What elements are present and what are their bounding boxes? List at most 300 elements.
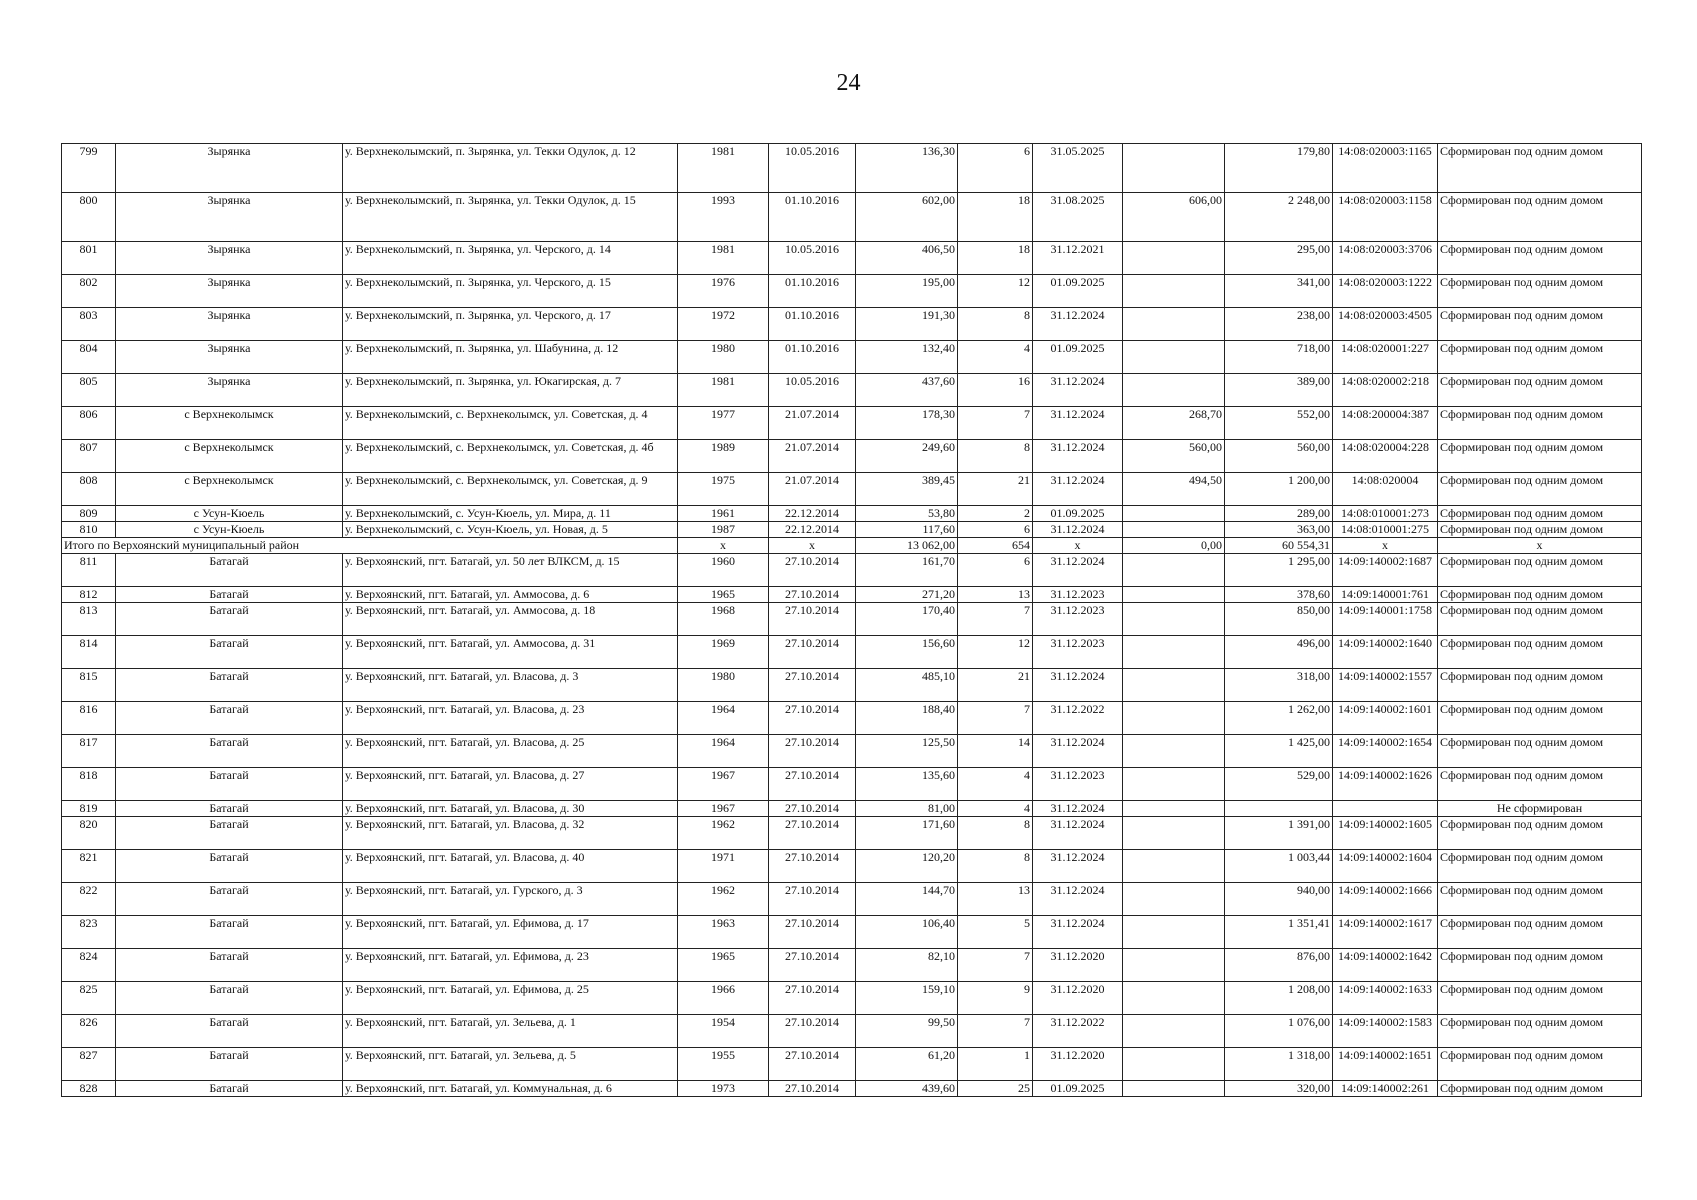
- year-built-cell: 1964: [678, 702, 769, 735]
- value-1-cell: 494,50: [1123, 473, 1225, 506]
- address-cell: у. Верхнеколымский, п. Зырянка, ул. Черского, д. 14: [343, 242, 678, 275]
- land-area-cell: 560,00: [1225, 440, 1333, 473]
- cadastral-number-cell: 14:09:140002:1617: [1333, 916, 1438, 949]
- residents-cell: 8: [958, 850, 1033, 883]
- year-built-cell: 1980: [678, 669, 769, 702]
- address-cell: у. Верхоянский, пгт. Батагай, ул. Аммосова, д. 6: [343, 587, 678, 603]
- residents-cell: 21: [958, 669, 1033, 702]
- settlement-cell: Батагай: [116, 817, 343, 850]
- address-cell: у. Верхнеколымский, п. Зырянка, ул. Черского, д. 15: [343, 275, 678, 308]
- cadastral-number-cell: 14:09:140002:1601: [1333, 702, 1438, 735]
- residents-cell: 16: [958, 374, 1033, 407]
- resettlement-date-cell: 31.12.2024: [1033, 883, 1123, 916]
- settlement-cell: Зырянка: [116, 193, 343, 242]
- value-1-cell: [1123, 554, 1225, 587]
- table-row: [62, 669, 1642, 702]
- resettlement-date-cell: 31.12.2024: [1033, 817, 1123, 850]
- table-row: [62, 242, 1642, 275]
- recognition-date-cell: 27.10.2014: [769, 768, 856, 801]
- year-built-cell: 1971: [678, 850, 769, 883]
- status-cell: Сформирован под одним домом: [1438, 506, 1642, 522]
- year-built-cell: 1976: [678, 275, 769, 308]
- row-number-cell: 800: [62, 193, 116, 242]
- value-1-cell: [1123, 982, 1225, 1015]
- table-row: [62, 883, 1642, 916]
- value-1-cell: [1123, 506, 1225, 522]
- land-area-cell: 378,60: [1225, 587, 1333, 603]
- settlement-cell: Батагай: [116, 949, 343, 982]
- recognition-date-cell: 27.10.2014: [769, 916, 856, 949]
- row-number-cell: 822: [62, 883, 116, 916]
- status-cell: Сформирован под одним домом: [1438, 407, 1642, 440]
- table-row: [62, 982, 1642, 1015]
- address-cell: у. Верхоянский, пгт. Батагай, ул. Коммунальная, д. 6: [343, 1081, 678, 1097]
- table-row: [62, 1048, 1642, 1081]
- land-area-cell: 1 076,00: [1225, 1015, 1333, 1048]
- address-cell: у. Верхнеколымский, с. Усун-Кюель, ул. Новая, д. 5: [343, 522, 678, 538]
- area-cell: 389,45: [856, 473, 958, 506]
- area-cell: 144,70: [856, 883, 958, 916]
- recognition-date-cell: 10.05.2016: [769, 374, 856, 407]
- recognition-date-cell: 01.10.2016: [769, 308, 856, 341]
- value-1-cell: [1123, 522, 1225, 538]
- address-cell: у. Верхнеколымский, с. Верхнеколымск, ул. Советская, д. 9: [343, 473, 678, 506]
- row-number-cell: 799: [62, 144, 116, 193]
- residents-cell: 7: [958, 702, 1033, 735]
- cadastral-number-cell: 14:09:140002:1640: [1333, 636, 1438, 669]
- address-cell: у. Верхоянский, пгт. Батагай, ул. 50 лет ВЛКСМ, д. 15: [343, 554, 678, 587]
- resettlement-date-cell: 31.12.2020: [1033, 1048, 1123, 1081]
- settlement-cell: Батагай: [116, 702, 343, 735]
- value-1-cell: [1123, 1015, 1225, 1048]
- value-1-cell: [1123, 587, 1225, 603]
- address-cell: у. Верхнеколымский, п. Зырянка, ул. Юкагирская, д. 7: [343, 374, 678, 407]
- total-status-cell: х: [1438, 538, 1642, 554]
- area-cell: 159,10: [856, 982, 958, 1015]
- resettlement-date-cell: 31.12.2021: [1033, 242, 1123, 275]
- address-cell: у. Верхоянский, пгт. Батагай, ул. Власова, д. 3: [343, 669, 678, 702]
- table-row: [62, 801, 1642, 817]
- residents-cell: 21: [958, 473, 1033, 506]
- year-built-cell: 1960: [678, 554, 769, 587]
- resettlement-date-cell: 01.09.2025: [1033, 341, 1123, 374]
- total-label: Итого по Верхоянский муниципальный район: [62, 538, 678, 554]
- settlement-cell: с Верхнеколымск: [116, 407, 343, 440]
- area-cell: 120,20: [856, 850, 958, 883]
- table-row: [62, 144, 1642, 193]
- residents-cell: 6: [958, 144, 1033, 193]
- recognition-date-cell: 27.10.2014: [769, 587, 856, 603]
- value-1-cell: [1123, 850, 1225, 883]
- recognition-date-cell: 01.10.2016: [769, 341, 856, 374]
- district-total-row: [62, 538, 1642, 554]
- table-row: [62, 374, 1642, 407]
- land-area-cell: [1225, 801, 1333, 817]
- settlement-cell: Батагай: [116, 587, 343, 603]
- table-row: [62, 636, 1642, 669]
- residents-cell: 18: [958, 193, 1033, 242]
- status-cell: Сформирован под одним домом: [1438, 949, 1642, 982]
- cadastral-number-cell: 14:09:140002:1605: [1333, 817, 1438, 850]
- residents-cell: 25: [958, 1081, 1033, 1097]
- resettlement-date-cell: 31.12.2024: [1033, 735, 1123, 768]
- status-cell: Сформирован под одним домом: [1438, 341, 1642, 374]
- housing-registry-table: [61, 143, 1642, 1097]
- residents-cell: 7: [958, 949, 1033, 982]
- resettlement-date-cell: 31.12.2023: [1033, 636, 1123, 669]
- cadastral-number-cell: 14:08:020003:1158: [1333, 193, 1438, 242]
- status-cell: Сформирован под одним домом: [1438, 522, 1642, 538]
- total-date-cell: х: [769, 538, 856, 554]
- land-area-cell: 238,00: [1225, 308, 1333, 341]
- residents-cell: 7: [958, 603, 1033, 636]
- cadastral-number-cell: 14:09:140002:1633: [1333, 982, 1438, 1015]
- area-cell: 178,30: [856, 407, 958, 440]
- settlement-cell: Батагай: [116, 1048, 343, 1081]
- value-1-cell: [1123, 1048, 1225, 1081]
- address-cell: у. Верхоянский, пгт. Батагай, ул. Ефимова, д. 25: [343, 982, 678, 1015]
- cadastral-number-cell: 14:08:020004: [1333, 473, 1438, 506]
- settlement-cell: Батагай: [116, 1081, 343, 1097]
- resettlement-date-cell: 31.12.2023: [1033, 587, 1123, 603]
- residents-cell: 7: [958, 1015, 1033, 1048]
- row-number-cell: 805: [62, 374, 116, 407]
- address-cell: у. Верхнеколымский, п. Зырянка, ул. Текки Одулок, д. 15: [343, 193, 678, 242]
- area-cell: 170,40: [856, 603, 958, 636]
- settlement-cell: Батагай: [116, 554, 343, 587]
- residents-cell: 18: [958, 242, 1033, 275]
- land-area-cell: 363,00: [1225, 522, 1333, 538]
- land-area-cell: 179,80: [1225, 144, 1333, 193]
- resettlement-date-cell: 31.12.2022: [1033, 1015, 1123, 1048]
- total-area-cell: 13 062,00: [856, 538, 958, 554]
- value-1-cell: 268,70: [1123, 407, 1225, 440]
- value-1-cell: [1123, 669, 1225, 702]
- resettlement-date-cell: 01.09.2025: [1033, 506, 1123, 522]
- status-cell: Сформирован под одним домом: [1438, 1015, 1642, 1048]
- status-cell: Сформирован под одним домом: [1438, 982, 1642, 1015]
- recognition-date-cell: 01.10.2016: [769, 193, 856, 242]
- settlement-cell: Батагай: [116, 982, 343, 1015]
- address-cell: у. Верхнеколымский, п. Зырянка, ул. Текки Одулок, д. 12: [343, 144, 678, 193]
- cadastral-number-cell: 14:09:140002:1557: [1333, 669, 1438, 702]
- land-area-cell: 850,00: [1225, 603, 1333, 636]
- address-cell: у. Верхнеколымский, п. Зырянка, ул. Черского, д. 17: [343, 308, 678, 341]
- land-area-cell: 1 425,00: [1225, 735, 1333, 768]
- land-area-cell: 940,00: [1225, 883, 1333, 916]
- table-row: [62, 949, 1642, 982]
- recognition-date-cell: 27.10.2014: [769, 669, 856, 702]
- settlement-cell: Батагай: [116, 735, 343, 768]
- address-cell: у. Верхнеколымский, с. Верхнеколымск, ул. Советская, д. 4б: [343, 440, 678, 473]
- recognition-date-cell: 10.05.2016: [769, 242, 856, 275]
- cadastral-number-cell: [1333, 801, 1438, 817]
- value-1-cell: [1123, 374, 1225, 407]
- recognition-date-cell: 27.10.2014: [769, 850, 856, 883]
- land-area-cell: 2 248,00: [1225, 193, 1333, 242]
- land-area-cell: 1 318,00: [1225, 1048, 1333, 1081]
- address-cell: у. Верхоянский, пгт. Батагай, ул. Гурского, д. 3: [343, 883, 678, 916]
- total-v2-cell: 60 554,31: [1225, 538, 1333, 554]
- resettlement-date-cell: 31.12.2023: [1033, 603, 1123, 636]
- settlement-cell: Батагай: [116, 883, 343, 916]
- value-1-cell: [1123, 768, 1225, 801]
- value-1-cell: [1123, 341, 1225, 374]
- residents-cell: 4: [958, 341, 1033, 374]
- area-cell: 136,30: [856, 144, 958, 193]
- year-built-cell: 1962: [678, 883, 769, 916]
- land-area-cell: 529,00: [1225, 768, 1333, 801]
- status-cell: Сформирован под одним домом: [1438, 850, 1642, 883]
- year-built-cell: 1966: [678, 982, 769, 1015]
- table-row: [62, 587, 1642, 603]
- status-cell: Сформирован под одним домом: [1438, 1081, 1642, 1097]
- land-area-cell: 389,00: [1225, 374, 1333, 407]
- year-built-cell: 1965: [678, 587, 769, 603]
- recognition-date-cell: 27.10.2014: [769, 982, 856, 1015]
- area-cell: 249,60: [856, 440, 958, 473]
- resettlement-date-cell: 31.12.2020: [1033, 949, 1123, 982]
- recognition-date-cell: 27.10.2014: [769, 735, 856, 768]
- status-cell: Сформирован под одним домом: [1438, 144, 1642, 193]
- residents-cell: 5: [958, 916, 1033, 949]
- cadastral-number-cell: 14:09:140002:1626: [1333, 768, 1438, 801]
- year-built-cell: 1963: [678, 916, 769, 949]
- resettlement-date-cell: 31.12.2022: [1033, 702, 1123, 735]
- residents-cell: 12: [958, 275, 1033, 308]
- area-cell: 437,60: [856, 374, 958, 407]
- row-number-cell: 816: [62, 702, 116, 735]
- table-row: [62, 341, 1642, 374]
- residents-cell: 9: [958, 982, 1033, 1015]
- year-built-cell: 1973: [678, 1081, 769, 1097]
- status-cell: Сформирован под одним домом: [1438, 603, 1642, 636]
- area-cell: 485,10: [856, 669, 958, 702]
- table-row: [62, 1081, 1642, 1097]
- cadastral-number-cell: 14:09:140002:1604: [1333, 850, 1438, 883]
- area-cell: 156,60: [856, 636, 958, 669]
- resettlement-date-cell: 31.05.2025: [1033, 144, 1123, 193]
- resettlement-date-cell: 31.12.2020: [1033, 982, 1123, 1015]
- table-row: [62, 916, 1642, 949]
- row-number-cell: 803: [62, 308, 116, 341]
- settlement-cell: с Усун-Кюель: [116, 506, 343, 522]
- table-row: [62, 817, 1642, 850]
- area-cell: 602,00: [856, 193, 958, 242]
- value-1-cell: [1123, 702, 1225, 735]
- year-built-cell: 1955: [678, 1048, 769, 1081]
- cadastral-number-cell: 14:09:140002:1651: [1333, 1048, 1438, 1081]
- table-row: [62, 735, 1642, 768]
- resettlement-date-cell: 31.12.2024: [1033, 554, 1123, 587]
- row-number-cell: 826: [62, 1015, 116, 1048]
- status-cell: Сформирован под одним домом: [1438, 473, 1642, 506]
- row-number-cell: 820: [62, 817, 116, 850]
- recognition-date-cell: 22.12.2014: [769, 506, 856, 522]
- total-year-cell: х: [678, 538, 769, 554]
- resettlement-date-cell: 31.12.2024: [1033, 669, 1123, 702]
- resettlement-date-cell: 31.12.2024: [1033, 801, 1123, 817]
- address-cell: у. Верхоянский, пгт. Батагай, ул. Зельева, д. 5: [343, 1048, 678, 1081]
- recognition-date-cell: 27.10.2014: [769, 636, 856, 669]
- land-area-cell: 1 262,00: [1225, 702, 1333, 735]
- year-built-cell: 1972: [678, 308, 769, 341]
- area-cell: 99,50: [856, 1015, 958, 1048]
- area-cell: 406,50: [856, 242, 958, 275]
- status-cell: Сформирован под одним домом: [1438, 916, 1642, 949]
- status-cell: Сформирован под одним домом: [1438, 587, 1642, 603]
- residents-cell: 13: [958, 587, 1033, 603]
- year-built-cell: 1980: [678, 341, 769, 374]
- table-row: [62, 554, 1642, 587]
- address-cell: у. Верхоянский, пгт. Батагай, ул. Власова, д. 30: [343, 801, 678, 817]
- row-number-cell: 825: [62, 982, 116, 1015]
- settlement-cell: Зырянка: [116, 275, 343, 308]
- table-body: [62, 144, 1642, 1097]
- cadastral-number-cell: 14:09:140002:1687: [1333, 554, 1438, 587]
- year-built-cell: 1969: [678, 636, 769, 669]
- area-cell: 161,70: [856, 554, 958, 587]
- residents-cell: 4: [958, 768, 1033, 801]
- settlement-cell: Зырянка: [116, 341, 343, 374]
- recognition-date-cell: 27.10.2014: [769, 1015, 856, 1048]
- status-cell: Сформирован под одним домом: [1438, 768, 1642, 801]
- residents-cell: 12: [958, 636, 1033, 669]
- residents-cell: 8: [958, 440, 1033, 473]
- area-cell: 53,80: [856, 506, 958, 522]
- status-cell: Не сформирован: [1438, 801, 1642, 817]
- land-area-cell: 1 208,00: [1225, 982, 1333, 1015]
- cadastral-number-cell: 14:09:140001:1758: [1333, 603, 1438, 636]
- row-number-cell: 813: [62, 603, 116, 636]
- value-1-cell: 560,00: [1123, 440, 1225, 473]
- total-v1-cell: 0,00: [1123, 538, 1225, 554]
- cadastral-number-cell: 14:09:140001:761: [1333, 587, 1438, 603]
- status-cell: Сформирован под одним домом: [1438, 1048, 1642, 1081]
- area-cell: 106,40: [856, 916, 958, 949]
- value-1-cell: [1123, 883, 1225, 916]
- row-number-cell: 812: [62, 587, 116, 603]
- resettlement-date-cell: 31.12.2024: [1033, 440, 1123, 473]
- year-built-cell: 1962: [678, 817, 769, 850]
- land-area-cell: 320,00: [1225, 1081, 1333, 1097]
- value-1-cell: [1123, 949, 1225, 982]
- status-cell: Сформирован под одним домом: [1438, 193, 1642, 242]
- row-number-cell: 824: [62, 949, 116, 982]
- year-built-cell: 1981: [678, 374, 769, 407]
- area-cell: 439,60: [856, 1081, 958, 1097]
- recognition-date-cell: 27.10.2014: [769, 1048, 856, 1081]
- cadastral-number-cell: 14:08:020002:218: [1333, 374, 1438, 407]
- recognition-date-cell: 27.10.2014: [769, 883, 856, 916]
- recognition-date-cell: 21.07.2014: [769, 473, 856, 506]
- cadastral-number-cell: 14:08:200004:387: [1333, 407, 1438, 440]
- resettlement-date-cell: 01.09.2025: [1033, 1081, 1123, 1097]
- total-cad-cell: х: [1333, 538, 1438, 554]
- recognition-date-cell: 27.10.2014: [769, 1081, 856, 1097]
- total-rdate-cell: х: [1033, 538, 1123, 554]
- table-row: [62, 1015, 1642, 1048]
- row-number-cell: 802: [62, 275, 116, 308]
- settlement-cell: с Верхнеколымск: [116, 473, 343, 506]
- recognition-date-cell: 22.12.2014: [769, 522, 856, 538]
- area-cell: 117,60: [856, 522, 958, 538]
- row-number-cell: 809: [62, 506, 116, 522]
- residents-cell: 7: [958, 407, 1033, 440]
- area-cell: 135,60: [856, 768, 958, 801]
- resettlement-date-cell: 01.09.2025: [1033, 275, 1123, 308]
- value-1-cell: [1123, 308, 1225, 341]
- settlement-cell: Зырянка: [116, 308, 343, 341]
- status-cell: Сформирован под одним домом: [1438, 440, 1642, 473]
- year-built-cell: 1954: [678, 1015, 769, 1048]
- row-number-cell: 817: [62, 735, 116, 768]
- status-cell: Сформирован под одним домом: [1438, 554, 1642, 587]
- year-built-cell: 1967: [678, 801, 769, 817]
- settlement-cell: Зырянка: [116, 374, 343, 407]
- residents-cell: 1: [958, 1048, 1033, 1081]
- year-built-cell: 1981: [678, 144, 769, 193]
- cadastral-number-cell: 14:09:140002:1666: [1333, 883, 1438, 916]
- row-number-cell: 814: [62, 636, 116, 669]
- land-area-cell: 876,00: [1225, 949, 1333, 982]
- land-area-cell: 295,00: [1225, 242, 1333, 275]
- recognition-date-cell: 27.10.2014: [769, 554, 856, 587]
- year-built-cell: 1967: [678, 768, 769, 801]
- table-row: [62, 850, 1642, 883]
- row-number-cell: 821: [62, 850, 116, 883]
- table-row: [62, 308, 1642, 341]
- row-number-cell: 827: [62, 1048, 116, 1081]
- status-cell: Сформирован под одним домом: [1438, 242, 1642, 275]
- residents-cell: 13: [958, 883, 1033, 916]
- area-cell: 271,20: [856, 587, 958, 603]
- table-row: [62, 506, 1642, 522]
- land-area-cell: 289,00: [1225, 506, 1333, 522]
- cadastral-number-cell: 14:08:020003:1222: [1333, 275, 1438, 308]
- status-cell: Сформирован под одним домом: [1438, 702, 1642, 735]
- residents-cell: 8: [958, 817, 1033, 850]
- settlement-cell: Батагай: [116, 801, 343, 817]
- table-row: [62, 473, 1642, 506]
- value-1-cell: [1123, 801, 1225, 817]
- area-cell: 132,40: [856, 341, 958, 374]
- area-cell: 188,40: [856, 702, 958, 735]
- recognition-date-cell: 27.10.2014: [769, 801, 856, 817]
- page-number: 24: [836, 70, 861, 96]
- row-number-cell: 815: [62, 669, 116, 702]
- row-number-cell: 828: [62, 1081, 116, 1097]
- table-row: [62, 702, 1642, 735]
- row-number-cell: 819: [62, 801, 116, 817]
- cadastral-number-cell: 14:08:020003:3706: [1333, 242, 1438, 275]
- year-built-cell: 1977: [678, 407, 769, 440]
- table-row: [62, 768, 1642, 801]
- value-1-cell: [1123, 275, 1225, 308]
- land-area-cell: 552,00: [1225, 407, 1333, 440]
- value-1-cell: [1123, 817, 1225, 850]
- settlement-cell: Батагай: [116, 669, 343, 702]
- status-cell: Сформирован под одним домом: [1438, 817, 1642, 850]
- value-1-cell: [1123, 916, 1225, 949]
- status-cell: Сформирован под одним домом: [1438, 275, 1642, 308]
- value-1-cell: [1123, 603, 1225, 636]
- row-number-cell: 807: [62, 440, 116, 473]
- status-cell: Сформирован под одним домом: [1438, 374, 1642, 407]
- area-cell: 195,00: [856, 275, 958, 308]
- cadastral-number-cell: 14:09:140002:1583: [1333, 1015, 1438, 1048]
- table-row: [62, 407, 1642, 440]
